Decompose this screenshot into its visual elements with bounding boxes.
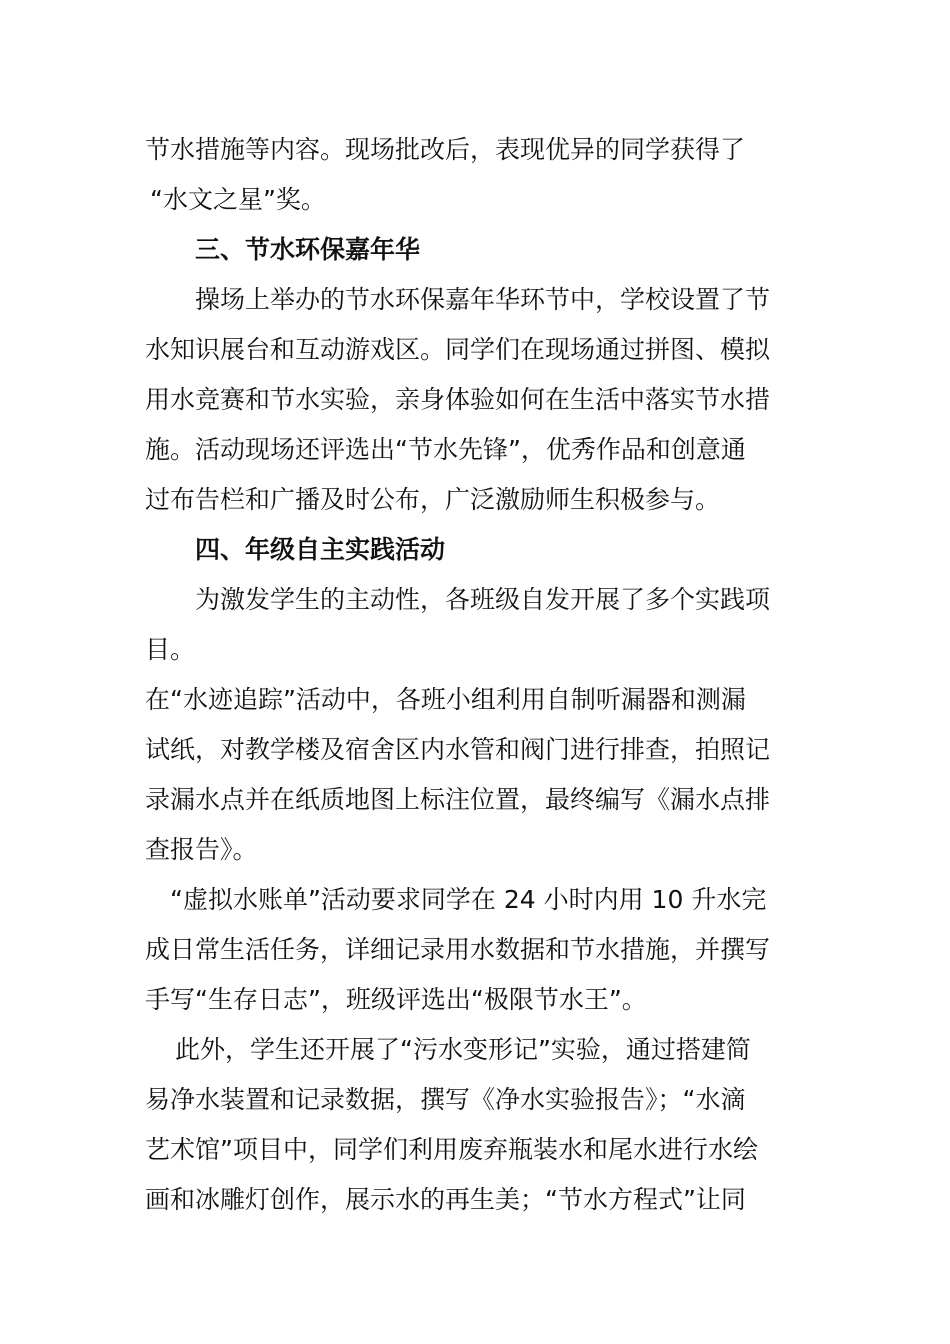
body-text-line: 施。活动现场还评选出“节水先锋”，优秀作品和创意通 xyxy=(145,435,746,464)
body-text-line: 易净水装置和记录数据，撰写《净水实验报告》；“水滴 xyxy=(145,1085,746,1114)
body-text-line: 目。 xyxy=(145,635,196,664)
body-text-line: 查报告》。 xyxy=(145,835,258,864)
body-text-line: 水知识展台和互动游戏区。同学们在现场通过拼图、模拟 xyxy=(145,335,771,364)
body-text-line: 此外，学生还开展了“污水变形记”实验，通过搭建简 xyxy=(175,1035,751,1064)
body-text-line: “水文之星”奖。 xyxy=(150,185,326,214)
body-text-line: 为激发学生的主动性，各班级自发开展了多个实践项 xyxy=(195,585,771,614)
body-text-line: 过布告栏和广播及时公布，广泛激励师生积极参与。 xyxy=(145,485,721,514)
body-text-line: 画和冰雕灯创作，展示水的再生美；“节水方程式”让同 xyxy=(145,1185,746,1214)
body-text-line: 节水措施等内容。现场批改后，表现优异的同学获得了 xyxy=(145,135,746,164)
section-heading: 四、年级自主实践活动 xyxy=(195,535,446,564)
body-text-line: “虚拟水账单”活动要求同学在 24 小时内用 10 升水完 xyxy=(170,885,767,914)
body-text-line: 用水竞赛和节水实验，亲身体验如何在生活中落实节水措 xyxy=(145,385,771,414)
body-text-line: 试纸，对教学楼及宿舍区内水管和阀门进行排查，拍照记 xyxy=(145,735,771,764)
body-text-line: 操场上举办的节水环保嘉年华环节中，学校设置了节 xyxy=(195,285,771,314)
body-text-line: 在“水迹追踪”活动中，各班小组利用自制听漏器和测漏 xyxy=(145,685,746,714)
body-text-line: 手写“生存日志”，班级评选出“极限节水王”。 xyxy=(145,985,647,1014)
body-text-line: 成日常生活任务，详细记录用水数据和节水措施，并撰写 xyxy=(145,935,771,964)
section-heading: 三、节水环保嘉年华 xyxy=(195,235,421,264)
body-text-line: 录漏水点并在纸质地图上标注位置，最终编写《漏水点排 xyxy=(145,785,771,814)
body-text-line: 艺术馆”项目中，同学们利用废弃瓶装水和尾水进行水绘 xyxy=(145,1135,758,1164)
